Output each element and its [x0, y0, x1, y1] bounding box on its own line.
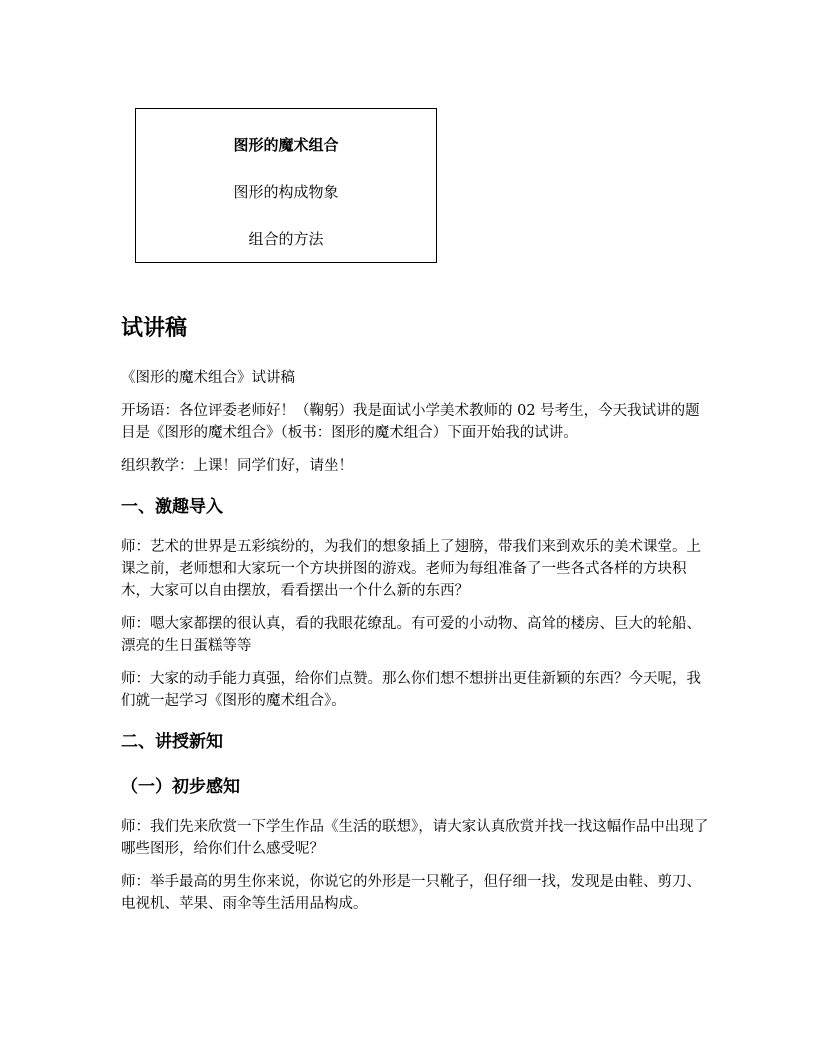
document-subtitle: 《图形的魔术组合》试讲稿: [121, 370, 295, 386]
board-line-method: 组合的方法: [248, 230, 324, 248]
intro-paragraph-3: 师：大家的动手能力真强，给你们点赞。那么你们想不想拼出更佳新颖的东西？今天呢，我们就一起学习《图形的魔术组合》。: [121, 671, 701, 709]
perception-paragraph-1: 师：我们先来欣赏一下学生作品《生活的联想》，请大家认真欣赏并找一找这幅作品中出现了哪些图形，给你们什么感受呢？: [121, 819, 709, 857]
intro-paragraph-1: 师：艺术的世界是五彩缤纷的，为我们的想象插上了翅膀，带我们来到欢乐的美术课堂。上课之前，老师想和大家玩一个方块拼图的游戏。老师为每组准备了一些各式各样的方块积木，大家可以自由摆放，看看摆出一个什么新的东西？: [121, 539, 701, 599]
section-heading-new-knowledge: 二、讲授新知: [121, 732, 223, 752]
blackboard-summary-box: [135, 108, 437, 263]
board-line-structure: 图形的构成物象: [233, 183, 339, 201]
document-heading: 试讲稿: [121, 316, 188, 341]
subsection-heading-perception: （一）初步感知: [121, 777, 240, 797]
document-body: [121, 312, 709, 915]
intro-paragraph-2: 师：嗯大家都摆的很认真，看的我眼花缭乱。有可爱的小动物、高耸的楼房、巨大的轮船、漂亮的生日蛋糕等等: [121, 616, 701, 654]
board-title: 图形的魔术组合: [233, 136, 339, 154]
organize-paragraph: 组织教学：上课！同学们好，请坐！: [121, 458, 353, 474]
opening-paragraph: 开场语：各位评委老师好！（鞠躬）我是面试小学美术教师的 02 号考生，今天我试讲的题目是《图形的魔术组合》（板书：图形的魔术组合）下面开始我的试讲。: [121, 403, 700, 441]
section-heading-intro: 一、激趣导入: [121, 497, 223, 517]
perception-paragraph-2: 师：举手最高的男生你来说，你说它的外形是一只靴子，但仔细一找，发现是由鞋、剪刀、电视机、苹果、雨伞等生活用品构成。: [121, 874, 701, 912]
